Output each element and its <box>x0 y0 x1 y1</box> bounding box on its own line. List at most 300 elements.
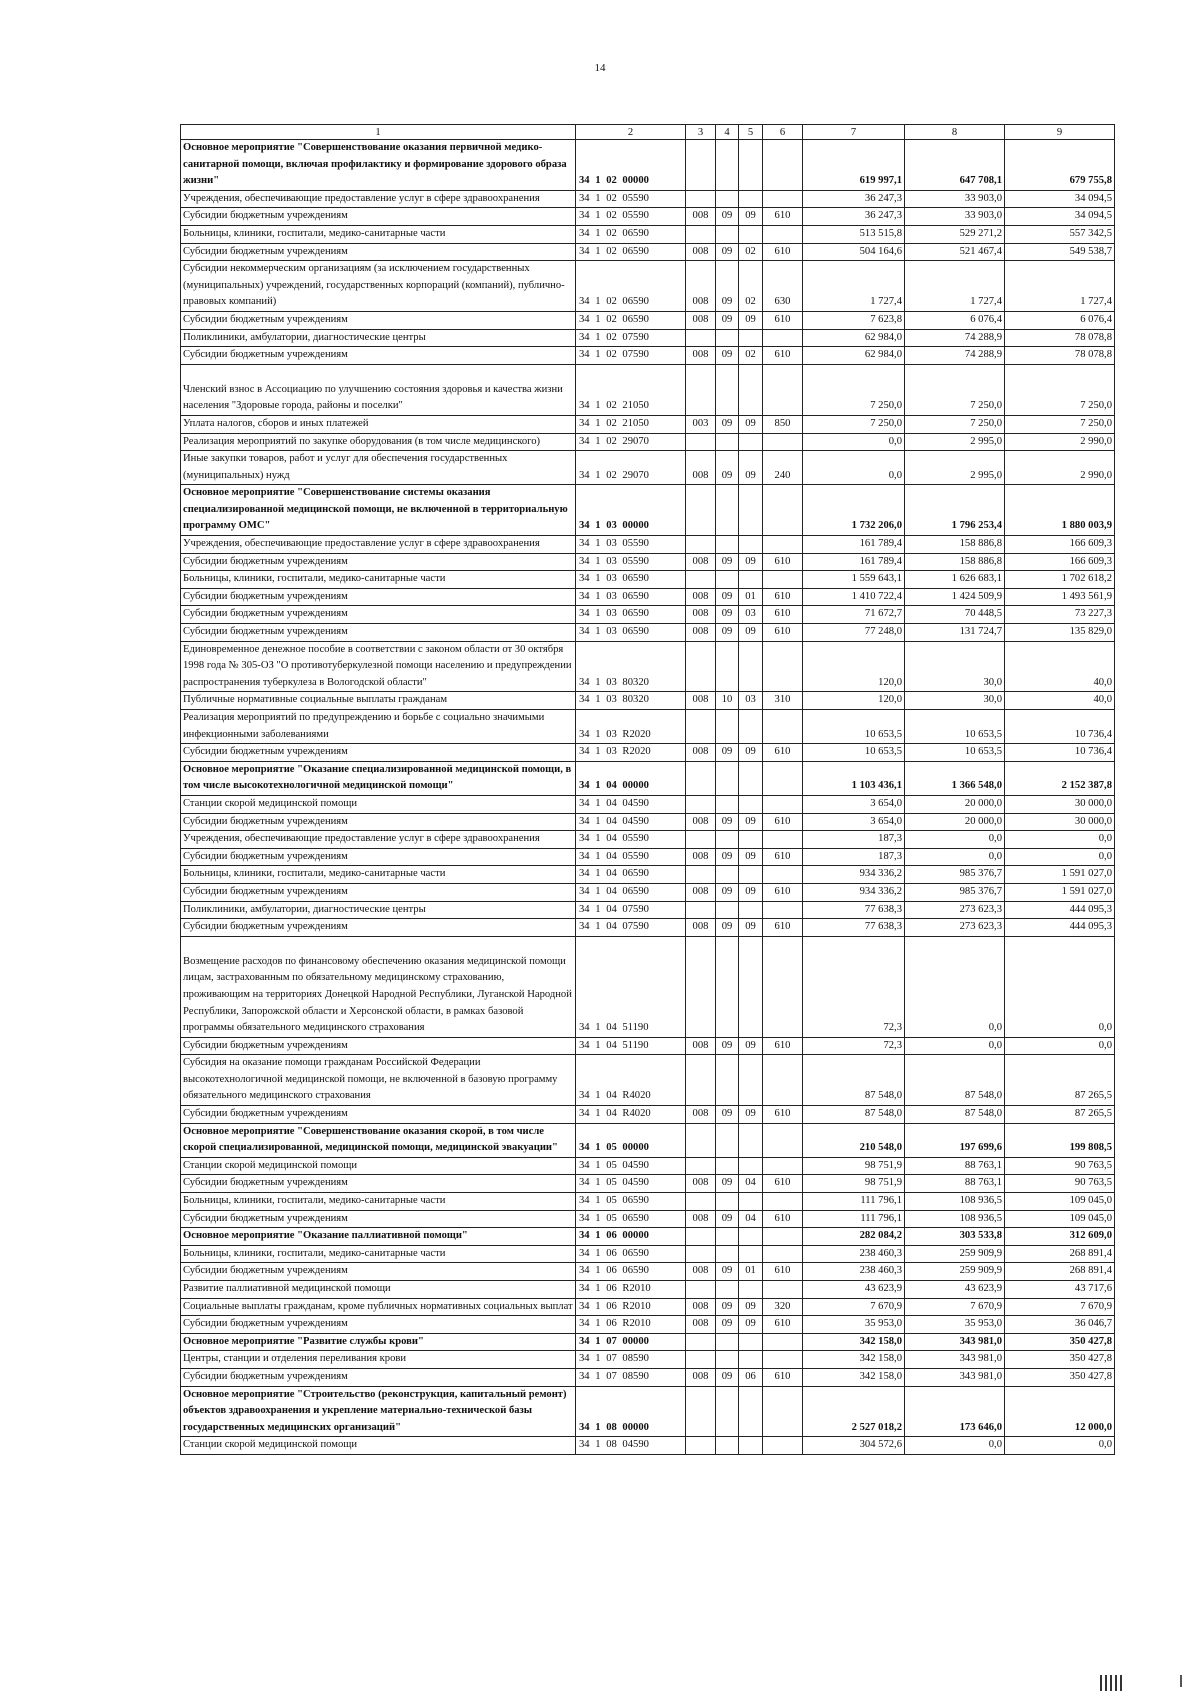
cell-v7: 0,0 <box>803 433 905 451</box>
cell-c5: 04 <box>739 1175 763 1193</box>
cell-c6 <box>763 140 803 191</box>
cell-c4 <box>716 936 739 1037</box>
cell-v8: 273 623,3 <box>905 919 1005 937</box>
cell-c4: 09 <box>716 1175 739 1193</box>
table-row <box>181 588 1115 606</box>
cell-c3: 008 <box>686 1298 716 1316</box>
cell-v8: 88 763,1 <box>905 1157 1005 1175</box>
cell-v9: 350 427,8 <box>1005 1368 1115 1386</box>
cell-v7: 187,3 <box>803 831 905 849</box>
cell-c4: 09 <box>716 883 739 901</box>
cell-v8: 7 250,0 <box>905 415 1005 433</box>
cell-c6: 850 <box>763 415 803 433</box>
cell-v7: 77 638,3 <box>803 901 905 919</box>
cell-c6: 610 <box>763 311 803 329</box>
cell-c4: 09 <box>716 813 739 831</box>
table-row <box>181 831 1115 849</box>
cell-v7: 87 548,0 <box>803 1055 905 1106</box>
cell-v9: 444 095,3 <box>1005 919 1115 937</box>
cell-c6 <box>763 901 803 919</box>
table-row <box>181 1316 1115 1334</box>
cell-v8: 985 376,7 <box>905 866 1005 884</box>
cell-c6 <box>763 710 803 744</box>
cell-v8: 529 271,2 <box>905 225 1005 243</box>
cell-v9: 268 891,4 <box>1005 1263 1115 1281</box>
cell-c3: 008 <box>686 606 716 624</box>
cell-v8: 2 995,0 <box>905 433 1005 451</box>
cell-code: 34 1 03 80320 <box>576 641 686 692</box>
table-row <box>181 1175 1115 1193</box>
cell-c3: 008 <box>686 813 716 831</box>
cell-v7: 1 103 436,1 <box>803 761 905 795</box>
cell-c6 <box>763 761 803 795</box>
table-row <box>181 485 1115 536</box>
table-row <box>181 1228 1115 1246</box>
cell-v9: 87 265,5 <box>1005 1106 1115 1124</box>
cell-v9: 7 670,9 <box>1005 1298 1115 1316</box>
cell-v8: 33 903,0 <box>905 208 1005 226</box>
cell-v7: 0,0 <box>803 451 905 485</box>
cell-v8: 343 981,0 <box>905 1333 1005 1351</box>
cell-c4 <box>716 1228 739 1246</box>
cell-v8: 0,0 <box>905 936 1005 1037</box>
cell-c3: 008 <box>686 1175 716 1193</box>
cell-c3 <box>686 1193 716 1211</box>
table-row <box>181 1368 1115 1386</box>
cell-c3: 008 <box>686 848 716 866</box>
cell-c4: 09 <box>716 1263 739 1281</box>
table-row <box>181 311 1115 329</box>
cell-v7: 7 670,9 <box>803 1298 905 1316</box>
cell-c3: 008 <box>686 744 716 762</box>
cell-code: 34 1 05 06590 <box>576 1210 686 1228</box>
cell-c6 <box>763 1386 803 1437</box>
cell-v9: 0,0 <box>1005 1437 1115 1455</box>
cell-c6: 610 <box>763 588 803 606</box>
cell-c5: 09 <box>739 919 763 937</box>
cell-name: Основное мероприятие "Совершенствование оказания скорой, в том числе скорой специализированной, медицинской помощи, медицинской эвакуации" <box>181 1123 576 1157</box>
table-row <box>181 553 1115 571</box>
column-header-row <box>181 125 1115 140</box>
cell-v9: 1 880 003,9 <box>1005 485 1115 536</box>
table-row <box>181 1263 1115 1281</box>
column-header: 2 <box>576 125 686 140</box>
table-row <box>181 1333 1115 1351</box>
cell-c5 <box>739 1281 763 1299</box>
cell-c5: 09 <box>739 553 763 571</box>
cell-c3: 008 <box>686 1316 716 1334</box>
cell-v8: 343 981,0 <box>905 1351 1005 1369</box>
table-row <box>181 1157 1115 1175</box>
cell-c5: 03 <box>739 606 763 624</box>
cell-name: Возмещение расходов по финансовому обеспечению оказания медицинской помощи лицам, застрахованным по обязательному медицинскому страхованию, проживающим на территориях Донецкой Народной Республики, Луганской Народной Республики, Запорожской области и Херсонской области, в рамках базовой программы обязательного медицинского страхования <box>181 936 576 1037</box>
cell-c5: 09 <box>739 1106 763 1124</box>
cell-c4: 09 <box>716 919 739 937</box>
cell-code: 34 1 08 04590 <box>576 1437 686 1455</box>
cell-name: Реализация мероприятий по закупке оборудования (в том числе медицинского) <box>181 433 576 451</box>
cell-v8: 2 995,0 <box>905 451 1005 485</box>
cell-v8: 10 653,5 <box>905 744 1005 762</box>
cell-code: 34 1 04 07590 <box>576 919 686 937</box>
cell-c5 <box>739 1386 763 1437</box>
cell-code: 34 1 06 R2010 <box>576 1281 686 1299</box>
cell-c6 <box>763 866 803 884</box>
cell-v7: 77 638,3 <box>803 919 905 937</box>
cell-c3 <box>686 571 716 589</box>
cell-name: Субсидии бюджетным учреждениям <box>181 208 576 226</box>
cell-c5: 09 <box>739 813 763 831</box>
cell-c6 <box>763 571 803 589</box>
cell-v8: 7 250,0 <box>905 364 1005 415</box>
cell-c3 <box>686 710 716 744</box>
cell-c5: 09 <box>739 1316 763 1334</box>
cell-v8: 74 288,9 <box>905 329 1005 347</box>
table-row <box>181 1298 1115 1316</box>
cell-c5 <box>739 866 763 884</box>
cell-c6 <box>763 1281 803 1299</box>
cell-v8: 6 076,4 <box>905 311 1005 329</box>
cell-v8: 0,0 <box>905 1037 1005 1055</box>
cell-code: 34 1 04 05590 <box>576 831 686 849</box>
cell-c3 <box>686 866 716 884</box>
table-row <box>181 536 1115 554</box>
cell-v8: 985 376,7 <box>905 883 1005 901</box>
cell-v7: 3 654,0 <box>803 813 905 831</box>
cell-c4: 09 <box>716 553 739 571</box>
cell-c3: 008 <box>686 1210 716 1228</box>
cell-code: 34 1 06 R2010 <box>576 1298 686 1316</box>
cell-v9: 2 990,0 <box>1005 433 1115 451</box>
cell-c4 <box>716 1351 739 1369</box>
table-row <box>181 1055 1115 1106</box>
cell-c4 <box>716 485 739 536</box>
cell-c6 <box>763 1228 803 1246</box>
cell-c4 <box>716 571 739 589</box>
cell-c4: 09 <box>716 744 739 762</box>
cell-code: 34 1 04 07590 <box>576 901 686 919</box>
cell-v9: 557 342,5 <box>1005 225 1115 243</box>
table-row <box>181 606 1115 624</box>
cell-c6: 610 <box>763 919 803 937</box>
table-row <box>181 1437 1115 1455</box>
cell-c3 <box>686 641 716 692</box>
cell-c3 <box>686 795 716 813</box>
cell-code: 34 1 02 29070 <box>576 433 686 451</box>
cell-c4: 09 <box>716 848 739 866</box>
cell-name: Поликлиники, амбулатории, диагностические центры <box>181 329 576 347</box>
cell-c5: 09 <box>739 744 763 762</box>
cell-c5: 09 <box>739 208 763 226</box>
cell-c3: 008 <box>686 692 716 710</box>
cell-c4: 09 <box>716 606 739 624</box>
cell-v8: 43 623,9 <box>905 1281 1005 1299</box>
cell-code: 34 1 06 06590 <box>576 1263 686 1281</box>
cell-c5 <box>739 1193 763 1211</box>
cell-name: Членский взнос в Ассоциацию по улучшению состояния здоровья и качества жизни населения "Здоровые города, районы и поселки" <box>181 364 576 415</box>
cell-name: Единовременное денежное пособие в соответствии с законом области от 30 октября 1998 года № 305-ОЗ "О противотуберкулезной помощи населению и предупреждении распространения туберкулеза в Вологодской области" <box>181 641 576 692</box>
cell-v7: 282 084,2 <box>803 1228 905 1246</box>
cell-v7: 10 653,5 <box>803 710 905 744</box>
cell-c5 <box>739 433 763 451</box>
cell-v9: 43 717,6 <box>1005 1281 1115 1299</box>
cell-c6: 610 <box>763 1037 803 1055</box>
table-row <box>181 1281 1115 1299</box>
cell-v9: 10 736,4 <box>1005 710 1115 744</box>
cell-v9: 7 250,0 <box>1005 415 1115 433</box>
column-header: 7 <box>803 125 905 140</box>
cell-v7: 10 653,5 <box>803 744 905 762</box>
cell-v8: 303 533,8 <box>905 1228 1005 1246</box>
cell-c5 <box>739 1245 763 1263</box>
cell-name: Субсидии бюджетным учреждениям <box>181 883 576 901</box>
cell-c4 <box>716 1333 739 1351</box>
cell-v7: 36 247,3 <box>803 190 905 208</box>
cell-name: Учреждения, обеспечивающие предоставление услуг в сфере здравоохранения <box>181 190 576 208</box>
cell-name: Больницы, клиники, госпитали, медико-санитарные части <box>181 866 576 884</box>
cell-v9: 1 493 561,9 <box>1005 588 1115 606</box>
cell-name: Основное мероприятие "Строительство (реконструкция, капитальный ремонт) объектов здравоохранения и укрепление материально-технической базы государственных медицинских организаций" <box>181 1386 576 1437</box>
cell-v8: 273 623,3 <box>905 901 1005 919</box>
cell-c3 <box>686 140 716 191</box>
cell-c4: 10 <box>716 692 739 710</box>
cell-c3 <box>686 536 716 554</box>
cell-c3 <box>686 1351 716 1369</box>
cell-v8: 30,0 <box>905 641 1005 692</box>
cell-name: Центры, станции и отделения переливания крови <box>181 1351 576 1369</box>
cell-c3: 008 <box>686 883 716 901</box>
cell-v9: 679 755,8 <box>1005 140 1115 191</box>
cell-v9: 40,0 <box>1005 692 1115 710</box>
cell-c4: 09 <box>716 1106 739 1124</box>
cell-c4: 09 <box>716 1316 739 1334</box>
cell-code: 34 1 02 06590 <box>576 311 686 329</box>
cell-c4 <box>716 190 739 208</box>
cell-code: 34 1 04 06590 <box>576 866 686 884</box>
cell-c4: 09 <box>716 1210 739 1228</box>
table-row <box>181 641 1115 692</box>
cell-name: Больницы, клиники, госпитали, медико-санитарные части <box>181 1245 576 1263</box>
cell-c6 <box>763 225 803 243</box>
cell-code: 34 1 02 06590 <box>576 243 686 261</box>
cell-v8: 10 653,5 <box>905 710 1005 744</box>
cell-v8: 647 708,1 <box>905 140 1005 191</box>
table-row <box>181 433 1115 451</box>
cell-v7: 1 732 206,0 <box>803 485 905 536</box>
cell-name: Субсидии бюджетным учреждениям <box>181 624 576 642</box>
table-row <box>181 1123 1115 1157</box>
cell-c5: 09 <box>739 624 763 642</box>
cell-code: 34 1 07 08590 <box>576 1368 686 1386</box>
cell-c6 <box>763 485 803 536</box>
cell-c6 <box>763 364 803 415</box>
cell-v7: 619 997,1 <box>803 140 905 191</box>
cell-v9: 2 990,0 <box>1005 451 1115 485</box>
cell-code: 34 1 02 00000 <box>576 140 686 191</box>
cell-name: Субсидии бюджетным учреждениям <box>181 553 576 571</box>
cell-c6: 240 <box>763 451 803 485</box>
cell-name: Субсидии бюджетным учреждениям <box>181 1368 576 1386</box>
cell-c6 <box>763 831 803 849</box>
cell-v9: 1 591 027,0 <box>1005 883 1115 901</box>
cell-v9: 73 227,3 <box>1005 606 1115 624</box>
cell-v7: 62 984,0 <box>803 347 905 365</box>
column-header: 9 <box>1005 125 1115 140</box>
cell-c5 <box>739 831 763 849</box>
cell-v8: 1 727,4 <box>905 261 1005 312</box>
cell-c6 <box>763 433 803 451</box>
cell-c4 <box>716 1157 739 1175</box>
cell-v7: 1 410 722,4 <box>803 588 905 606</box>
cell-v9: 1 727,4 <box>1005 261 1115 312</box>
cell-v7: 3 654,0 <box>803 795 905 813</box>
cell-c6 <box>763 536 803 554</box>
cell-c6 <box>763 1157 803 1175</box>
cell-c3 <box>686 433 716 451</box>
cell-v8: 108 936,5 <box>905 1210 1005 1228</box>
cell-v7: 1 727,4 <box>803 261 905 312</box>
cell-code: 34 1 04 51190 <box>576 1037 686 1055</box>
cell-c3 <box>686 901 716 919</box>
cell-c6: 610 <box>763 1175 803 1193</box>
cell-v8: 1 796 253,4 <box>905 485 1005 536</box>
table-row <box>181 364 1115 415</box>
cell-v9: 0,0 <box>1005 831 1115 849</box>
cell-c5 <box>739 1351 763 1369</box>
cell-name: Субсидии бюджетным учреждениям <box>181 813 576 831</box>
cell-v7: 2 527 018,2 <box>803 1386 905 1437</box>
table-row <box>181 347 1115 365</box>
cell-c4 <box>716 225 739 243</box>
cell-c4 <box>716 1193 739 1211</box>
cell-code: 34 1 05 06590 <box>576 1193 686 1211</box>
cell-v9: 109 045,0 <box>1005 1193 1115 1211</box>
table-row <box>181 848 1115 866</box>
cell-c5 <box>739 641 763 692</box>
table-row <box>181 692 1115 710</box>
table-row <box>181 329 1115 347</box>
cell-name: Субсидии бюджетным учреждениям <box>181 311 576 329</box>
cell-c3 <box>686 1228 716 1246</box>
cell-name: Больницы, клиники, госпитали, медико-санитарные части <box>181 225 576 243</box>
cell-c5 <box>739 329 763 347</box>
cell-c4 <box>716 866 739 884</box>
cell-c3: 008 <box>686 451 716 485</box>
cell-code: 34 1 03 R2020 <box>576 710 686 744</box>
cell-v7: 72,3 <box>803 936 905 1037</box>
cell-name: Субсидии бюджетным учреждениям <box>181 1316 576 1334</box>
cell-v7: 98 751,9 <box>803 1175 905 1193</box>
cell-c5 <box>739 901 763 919</box>
cell-c5 <box>739 1055 763 1106</box>
cell-v8: 20 000,0 <box>905 795 1005 813</box>
cell-v7: 120,0 <box>803 692 905 710</box>
cell-c6 <box>763 329 803 347</box>
cell-c5 <box>739 936 763 1037</box>
cell-c4: 09 <box>716 311 739 329</box>
cell-c5: 09 <box>739 1298 763 1316</box>
cell-v8: 0,0 <box>905 1437 1005 1455</box>
cell-c4: 09 <box>716 1368 739 1386</box>
cell-v8: 88 763,1 <box>905 1175 1005 1193</box>
cell-c6: 610 <box>763 883 803 901</box>
cell-name: Субсидии бюджетным учреждениям <box>181 744 576 762</box>
cell-c3 <box>686 364 716 415</box>
cell-c5 <box>739 140 763 191</box>
cell-c4: 09 <box>716 588 739 606</box>
cell-v8: 0,0 <box>905 848 1005 866</box>
cell-v7: 72,3 <box>803 1037 905 1055</box>
cell-code: 34 1 04 51190 <box>576 936 686 1037</box>
cell-v9: 34 094,5 <box>1005 190 1115 208</box>
cell-c6: 610 <box>763 848 803 866</box>
cell-c4 <box>716 364 739 415</box>
table-row <box>181 795 1115 813</box>
cell-c5: 02 <box>739 261 763 312</box>
cell-v9: 549 538,7 <box>1005 243 1115 261</box>
cell-name: Субсидии бюджетным учреждениям <box>181 1263 576 1281</box>
cell-c3 <box>686 329 716 347</box>
cell-c6: 610 <box>763 347 803 365</box>
table-row <box>181 744 1115 762</box>
cell-c5 <box>739 795 763 813</box>
cell-code: 34 1 02 06590 <box>576 261 686 312</box>
cell-v7: 111 796,1 <box>803 1210 905 1228</box>
table-row <box>181 225 1115 243</box>
cell-v9: 12 000,0 <box>1005 1386 1115 1437</box>
table-row <box>181 208 1115 226</box>
cell-c5: 09 <box>739 883 763 901</box>
cell-c3: 008 <box>686 311 716 329</box>
cell-code: 34 1 02 21050 <box>576 364 686 415</box>
cell-v7: 187,3 <box>803 848 905 866</box>
cell-c5: 06 <box>739 1368 763 1386</box>
cell-name: Субсидии бюджетным учреждениям <box>181 347 576 365</box>
cell-c3: 008 <box>686 1263 716 1281</box>
cell-v7: 161 789,4 <box>803 536 905 554</box>
cell-v7: 342 158,0 <box>803 1351 905 1369</box>
cell-c3: 008 <box>686 208 716 226</box>
cell-v7: 7 250,0 <box>803 415 905 433</box>
cell-code: 34 1 06 00000 <box>576 1228 686 1246</box>
cell-v7: 111 796,1 <box>803 1193 905 1211</box>
cell-code: 34 1 03 80320 <box>576 692 686 710</box>
cell-code: 34 1 08 00000 <box>576 1386 686 1437</box>
cell-code: 34 1 03 06590 <box>576 588 686 606</box>
cell-name: Субсидии бюджетным учреждениям <box>181 588 576 606</box>
cell-v7: 513 515,8 <box>803 225 905 243</box>
table-row <box>181 1386 1115 1437</box>
cell-code: 34 1 07 08590 <box>576 1351 686 1369</box>
cell-c3 <box>686 485 716 536</box>
cell-c5: 02 <box>739 243 763 261</box>
cell-c4 <box>716 536 739 554</box>
cell-v9: 36 046,7 <box>1005 1316 1115 1334</box>
table-row <box>181 901 1115 919</box>
cell-c5: 09 <box>739 1037 763 1055</box>
cell-c4 <box>716 795 739 813</box>
cell-c5 <box>739 1228 763 1246</box>
cell-v8: 343 981,0 <box>905 1368 1005 1386</box>
cell-c4: 09 <box>716 1037 739 1055</box>
cell-c3: 008 <box>686 553 716 571</box>
cell-c4 <box>716 1055 739 1106</box>
cell-name: Субсидии бюджетным учреждениям <box>181 243 576 261</box>
cell-c4: 09 <box>716 347 739 365</box>
cell-v7: 210 548,0 <box>803 1123 905 1157</box>
cell-c5: 01 <box>739 1263 763 1281</box>
cell-v9: 350 427,8 <box>1005 1333 1115 1351</box>
table-row <box>181 883 1115 901</box>
